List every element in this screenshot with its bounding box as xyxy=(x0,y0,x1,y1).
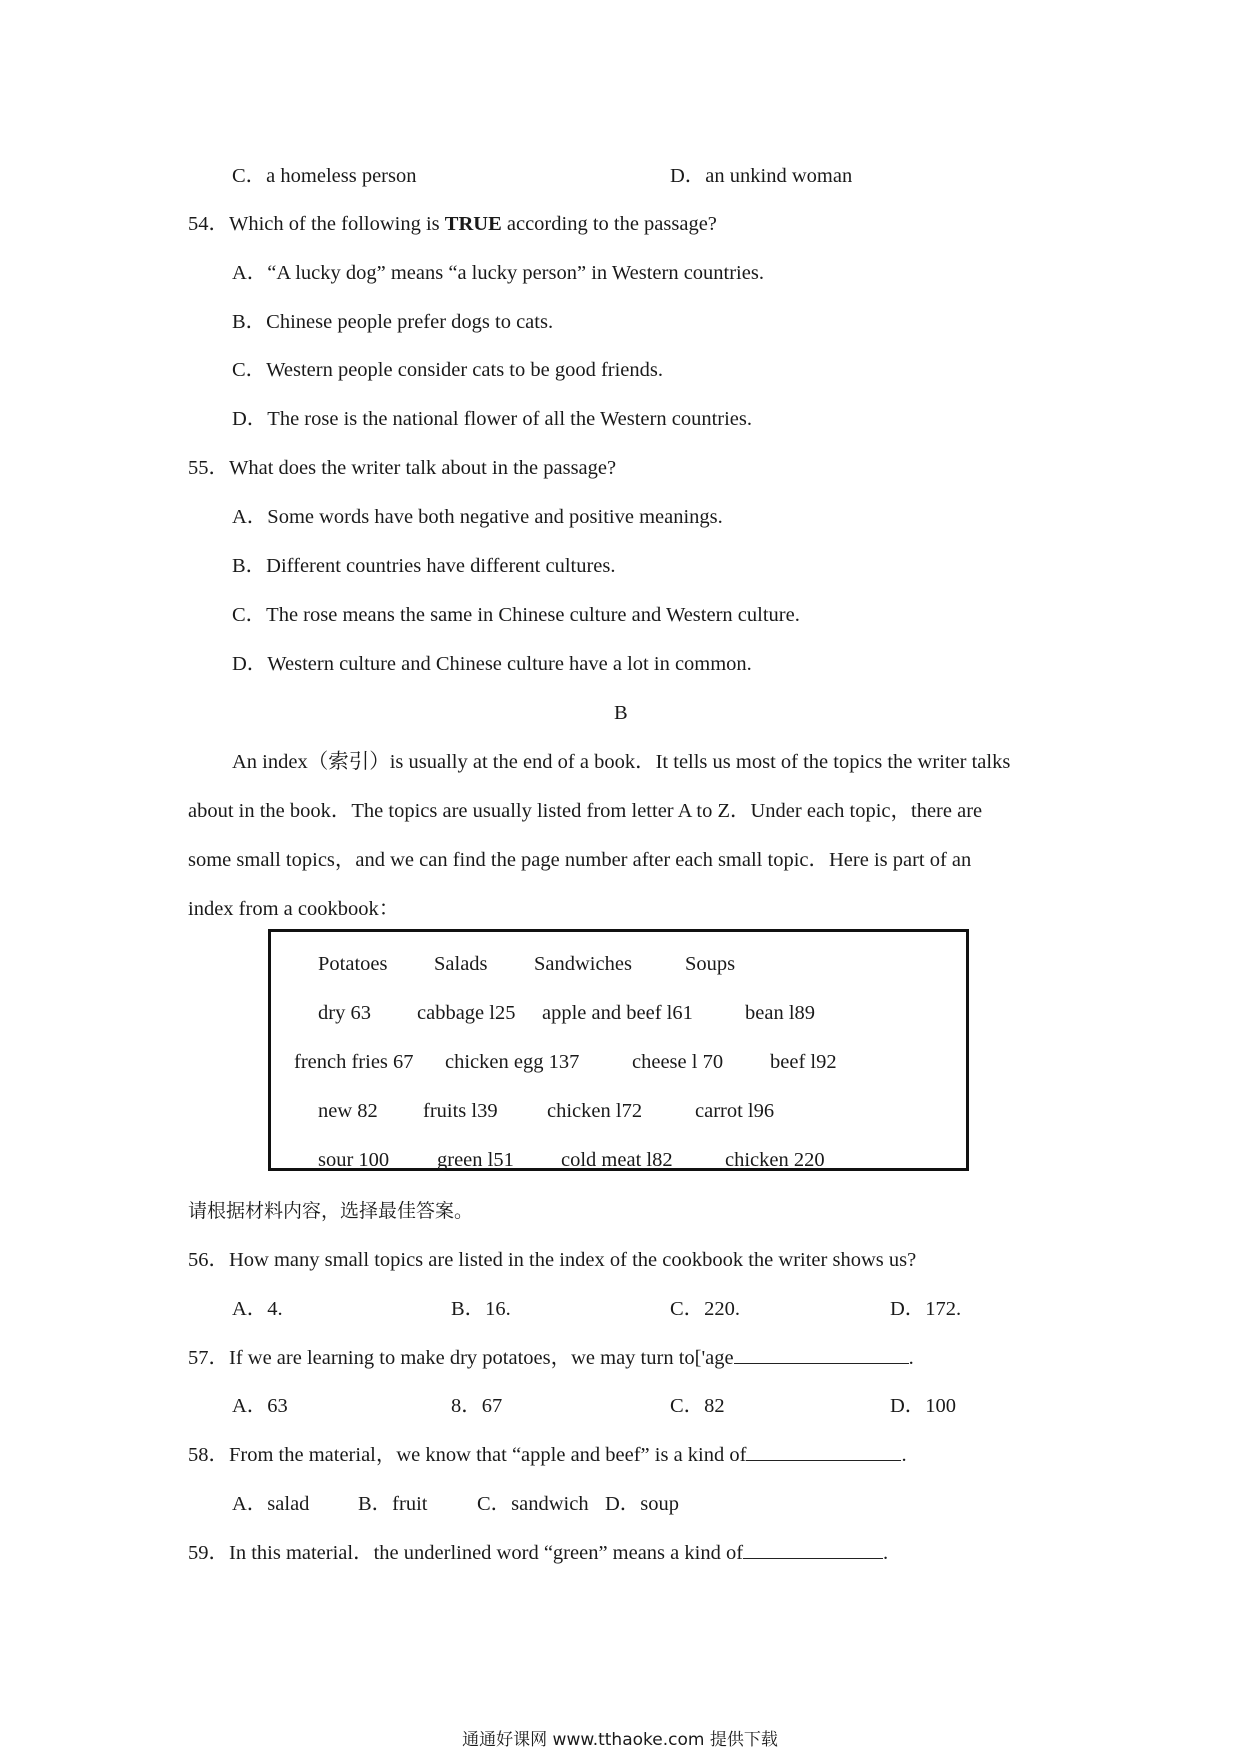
section-b-paragraph-line-2: about in the book．The topics are usually listed from letter A to Z．Under each topic，there are xyxy=(188,800,983,822)
q54-option-b: B．Chinese people prefer dogs to cats. xyxy=(232,311,554,333)
q55-option-c: C．The rose means the same in Chinese culture and Western culture. xyxy=(232,604,800,626)
q59-answer-blank xyxy=(743,1557,883,1559)
index-cell: fruits l39 xyxy=(423,1100,498,1122)
q55-question: 55．What does the writer talk about in the passage? xyxy=(188,457,617,479)
q55-option-a: A．Some words have both negative and positive meanings. xyxy=(232,506,723,528)
index-cell: cabbage l25 xyxy=(417,1002,516,1024)
q57-end: . xyxy=(908,1347,914,1369)
q58-question xyxy=(188,1445,907,1466)
index-cell: cold meat l82 xyxy=(561,1149,673,1171)
q55-option-d: D．Western culture and Chinese culture have a lot in common. xyxy=(232,653,752,675)
q55-option-b: B．Different countries have different cultures. xyxy=(232,555,616,577)
q57-option-b: 8．67 xyxy=(451,1395,503,1417)
q54-question xyxy=(188,214,717,235)
q58-answer-blank xyxy=(746,1459,901,1461)
index-cell: apple and beef l61 xyxy=(542,1002,693,1024)
index-cell: dry 63 xyxy=(318,1002,371,1024)
q54-text-after: according to the passage? xyxy=(501,213,717,235)
q54-text-bold: TRUE xyxy=(444,213,502,235)
q59-end: . xyxy=(883,1542,889,1564)
q56-question: 56．How many small topics are listed in the index of the cookbook the writer shows us? xyxy=(188,1249,917,1271)
index-cell: bean l89 xyxy=(745,1002,816,1024)
q54-text-before: Which of the following is xyxy=(229,213,445,235)
index-cell: sour 100 xyxy=(318,1149,390,1171)
index-cell: french fries 67 xyxy=(294,1051,414,1073)
index-cell: new 82 xyxy=(318,1100,378,1122)
section-b-paragraph-line-4: index from a cookbook： xyxy=(188,898,400,920)
q58-option-b: B．fruit xyxy=(358,1493,428,1515)
q58-option-d: D．soup xyxy=(605,1493,680,1515)
index-cell: chicken egg 137 xyxy=(445,1051,580,1073)
q56-option-d: D．172. xyxy=(890,1298,962,1320)
instruction-text: 请根据材料内容，选择最佳答案。 xyxy=(188,1200,474,1222)
index-cell: beef l92 xyxy=(770,1051,837,1073)
cookbook-index-box xyxy=(268,929,969,1171)
section-b-paragraph-line-1: An index（索引）is usually at the end of a book．It tells us most of the topics the writer talks xyxy=(232,751,1011,773)
q57-option-c: C．82 xyxy=(670,1395,725,1417)
q53-option-d: D．an unkind woman xyxy=(670,165,853,187)
q58-end: . xyxy=(901,1444,907,1466)
page-footer: 通通好课网 www.tthaoke.com 提供下载 xyxy=(462,1730,778,1750)
index-cell: carrot l96 xyxy=(695,1100,775,1122)
q56-option-c: C．220. xyxy=(670,1298,741,1320)
q54-option-d: D．The rose is the national flower of all the Western countries. xyxy=(232,408,752,430)
q57-answer-blank xyxy=(734,1362,909,1364)
q59-question xyxy=(188,1543,888,1564)
index-cell: green l51 xyxy=(437,1149,514,1171)
q54-option-a: A．“A lucky dog” means “a lucky person” in Western countries. xyxy=(232,262,764,284)
q54-option-c: C．Western people consider cats to be good friends. xyxy=(232,359,664,381)
section-b-heading: B xyxy=(614,702,628,724)
q58-option-a: A．salad xyxy=(232,1493,310,1515)
q57-option-d: D．100 xyxy=(890,1395,957,1417)
q56-option-a: A．4. xyxy=(232,1298,283,1320)
index-header-soups: Soups xyxy=(685,953,736,975)
q57-text: 57．If we are learning to make dry potatoes，we may turn to['age xyxy=(188,1347,734,1369)
q54-number: 54． xyxy=(188,213,229,235)
q56-option-b: B．16. xyxy=(451,1298,511,1320)
q53-option-c: C．a homeless person xyxy=(232,165,417,187)
q58-option-c: C．sandwich xyxy=(477,1493,589,1515)
index-header-salads: Salads xyxy=(434,953,488,975)
q57-question xyxy=(188,1348,914,1369)
index-cell: cheese l 70 xyxy=(632,1051,724,1073)
q58-text: 58．From the material，we know that “apple and beef” is a kind of xyxy=(188,1444,747,1466)
q59-text: 59．In this material．the underlined word “green” means a kind of xyxy=(188,1542,744,1564)
index-header-sandwiches: Sandwiches xyxy=(534,953,632,975)
section-b-paragraph-line-3: some small topics，and we can find the page number after each small topic．Here is part of an xyxy=(188,849,972,871)
q57-option-a: A．63 xyxy=(232,1395,288,1417)
index-header-potatoes: Potatoes xyxy=(318,953,388,975)
index-cell: chicken 220 xyxy=(725,1149,825,1171)
index-cell: chicken l72 xyxy=(547,1100,643,1122)
